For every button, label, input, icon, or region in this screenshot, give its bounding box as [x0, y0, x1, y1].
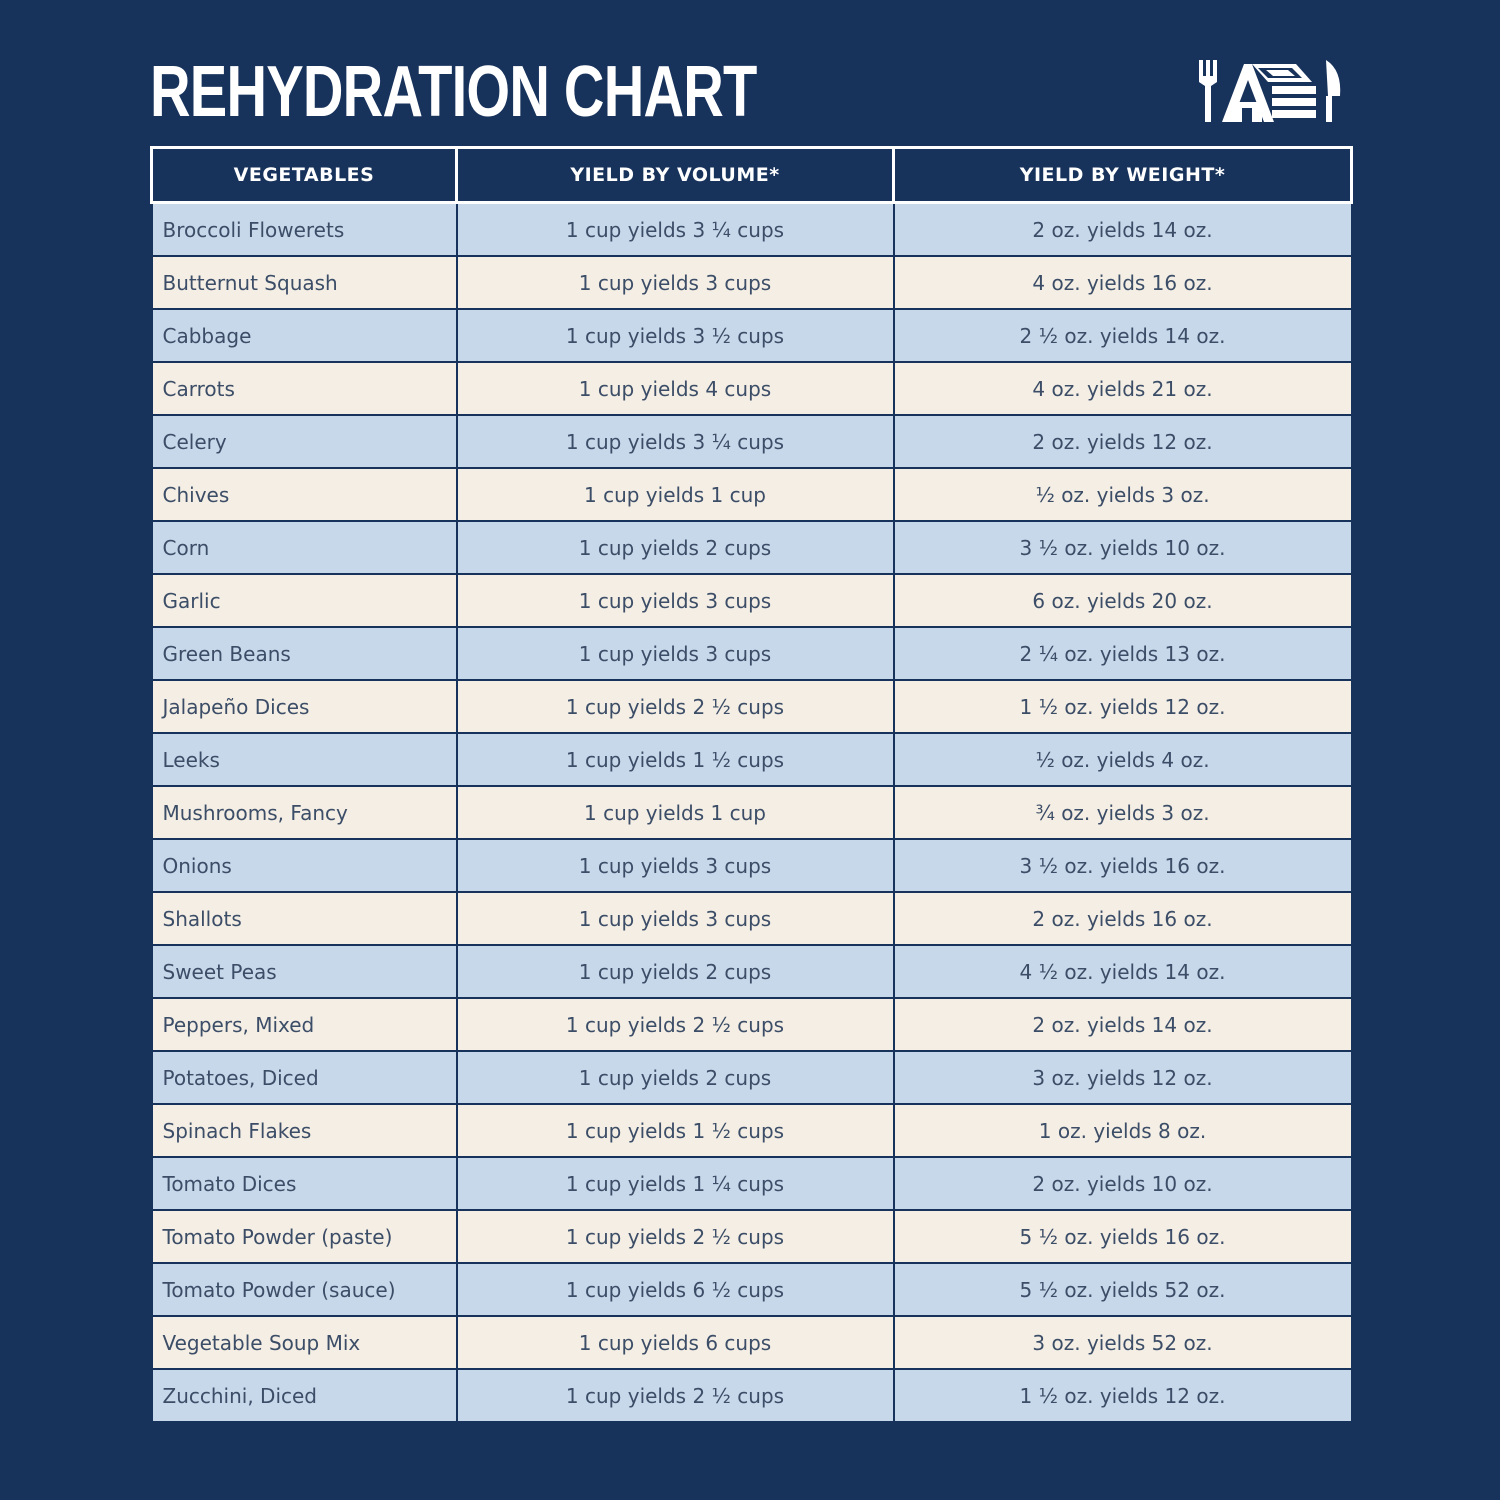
vegetable-cell: Corn: [152, 521, 457, 574]
weight-yield-cell: 2 oz. yields 14 oz.: [894, 203, 1352, 257]
vegetable-cell: Potatoes, Diced: [152, 1051, 457, 1104]
table-row: [152, 945, 1352, 998]
volume-yield-cell: 1 cup yields 2 cups: [457, 521, 894, 574]
table-row: [152, 892, 1352, 945]
table-row: [152, 1104, 1352, 1157]
table-row: [152, 1369, 1352, 1422]
volume-yield-cell: 1 cup yields 2 cups: [457, 945, 894, 998]
vegetable-cell: Tomato Powder (paste): [152, 1210, 457, 1263]
weight-yield-cell: 2 oz. yields 10 oz.: [894, 1157, 1352, 1210]
table-row: [152, 362, 1352, 415]
column-header-yield-by-weight: YIELD BY WEIGHT*: [894, 148, 1352, 203]
column-header-vegetables: VEGETABLES: [152, 148, 457, 203]
volume-yield-cell: 1 cup yields 4 cups: [457, 362, 894, 415]
table-row: [152, 256, 1352, 309]
vegetable-cell: Jalapeño Dices: [152, 680, 457, 733]
volume-yield-cell: 1 cup yields 1 cup: [457, 786, 894, 839]
vegetable-cell: Carrots: [152, 362, 457, 415]
volume-yield-cell: 1 cup yields 3 cups: [457, 627, 894, 680]
table-row: [152, 998, 1352, 1051]
vegetable-cell: Tomato Dices: [152, 1157, 457, 1210]
volume-yield-cell: 1 cup yields 3 cups: [457, 256, 894, 309]
weight-yield-cell: 2 oz. yields 16 oz.: [894, 892, 1352, 945]
weight-yield-cell: 2 oz. yields 14 oz.: [894, 998, 1352, 1051]
vegetable-cell: Green Beans: [152, 627, 457, 680]
vegetable-cell: Shallots: [152, 892, 457, 945]
volume-yield-cell: 1 cup yields 6 cups: [457, 1316, 894, 1369]
vegetable-cell: Zucchini, Diced: [152, 1369, 457, 1422]
table-row: [152, 839, 1352, 892]
weight-yield-cell: 3 oz. yields 12 oz.: [894, 1051, 1352, 1104]
vegetable-cell: Spinach Flakes: [152, 1104, 457, 1157]
vegetable-cell: Garlic: [152, 574, 457, 627]
volume-yield-cell: 1 cup yields 3 ¼ cups: [457, 203, 894, 257]
table-row: [152, 574, 1352, 627]
rehydration-table-container: [150, 146, 1350, 1423]
table-row: [152, 786, 1352, 839]
vegetable-cell: Tomato Powder (sauce): [152, 1263, 457, 1316]
page-title: REHYDRATION CHART: [150, 52, 757, 132]
weight-yield-cell: ½ oz. yields 4 oz.: [894, 733, 1352, 786]
table-row: [152, 627, 1352, 680]
weight-yield-cell: 2 ¼ oz. yields 13 oz.: [894, 627, 1352, 680]
weight-yield-cell: 5 ½ oz. yields 52 oz.: [894, 1263, 1352, 1316]
table-row: [152, 680, 1352, 733]
vegetable-cell: Onions: [152, 839, 457, 892]
table-row: [152, 203, 1352, 257]
volume-yield-cell: 1 cup yields 1 cup: [457, 468, 894, 521]
weight-yield-cell: 4 oz. yields 21 oz.: [894, 362, 1352, 415]
volume-yield-cell: 1 cup yields 1 ½ cups: [457, 733, 894, 786]
table-row: [152, 1157, 1352, 1210]
volume-yield-cell: 1 cup yields 3 cups: [457, 892, 894, 945]
weight-yield-cell: 3 ½ oz. yields 16 oz.: [894, 839, 1352, 892]
volume-yield-cell: 1 cup yields 2 cups: [457, 1051, 894, 1104]
volume-yield-cell: 1 cup yields 2 ½ cups: [457, 680, 894, 733]
table-row: [152, 521, 1352, 574]
table-header-row: [152, 148, 1352, 203]
volume-yield-cell: 1 cup yields 1 ¼ cups: [457, 1157, 894, 1210]
weight-yield-cell: 3 oz. yields 52 oz.: [894, 1316, 1352, 1369]
table-row: [152, 1316, 1352, 1369]
weight-yield-cell: 5 ½ oz. yields 16 oz.: [894, 1210, 1352, 1263]
table-row: [152, 1051, 1352, 1104]
vegetable-cell: Peppers, Mixed: [152, 998, 457, 1051]
volume-yield-cell: 1 cup yields 6 ½ cups: [457, 1263, 894, 1316]
weight-yield-cell: ½ oz. yields 3 oz.: [894, 468, 1352, 521]
table-row: [152, 309, 1352, 362]
volume-yield-cell: 1 cup yields 3 cups: [457, 574, 894, 627]
weight-yield-cell: 4 ½ oz. yields 14 oz.: [894, 945, 1352, 998]
volume-yield-cell: 1 cup yields 2 ½ cups: [457, 998, 894, 1051]
weight-yield-cell: 3 ½ oz. yields 10 oz.: [894, 521, 1352, 574]
weight-yield-cell: 2 ½ oz. yields 14 oz.: [894, 309, 1352, 362]
vegetable-cell: Mushrooms, Fancy: [152, 786, 457, 839]
vegetable-cell: Leeks: [152, 733, 457, 786]
weight-yield-cell: ¾ oz. yields 3 oz.: [894, 786, 1352, 839]
weight-yield-cell: 6 oz. yields 20 oz.: [894, 574, 1352, 627]
volume-yield-cell: 1 cup yields 3 ½ cups: [457, 309, 894, 362]
vegetable-cell: Celery: [152, 415, 457, 468]
volume-yield-cell: 1 cup yields 2 ½ cups: [457, 1369, 894, 1422]
volume-yield-cell: 1 cup yields 3 cups: [457, 839, 894, 892]
weight-yield-cell: 1 ½ oz. yields 12 oz.: [894, 680, 1352, 733]
table-row: [152, 415, 1352, 468]
weight-yield-cell: 1 ½ oz. yields 12 oz.: [894, 1369, 1352, 1422]
weight-yield-cell: 4 oz. yields 16 oz.: [894, 256, 1352, 309]
volume-yield-cell: 1 cup yields 1 ½ cups: [457, 1104, 894, 1157]
vegetable-cell: Chives: [152, 468, 457, 521]
weight-yield-cell: 2 oz. yields 12 oz.: [894, 415, 1352, 468]
column-header-yield-by-volume: YIELD BY VOLUME*: [457, 148, 894, 203]
rehydration-table: [150, 146, 1353, 1423]
table-row: [152, 468, 1352, 521]
vegetable-cell: Broccoli Flowerets: [152, 203, 457, 257]
vegetable-cell: Vegetable Soup Mix: [152, 1316, 457, 1369]
weight-yield-cell: 1 oz. yields 8 oz.: [894, 1104, 1352, 1157]
table-row: [152, 1263, 1352, 1316]
vegetable-cell: Sweet Peas: [152, 945, 457, 998]
vegetable-cell: Cabbage: [152, 309, 457, 362]
farmhouse-fork-knife-icon: [1196, 56, 1344, 126]
table-row: [152, 733, 1352, 786]
volume-yield-cell: 1 cup yields 3 ¼ cups: [457, 415, 894, 468]
table-row: [152, 1210, 1352, 1263]
vegetable-cell: Butternut Squash: [152, 256, 457, 309]
volume-yield-cell: 1 cup yields 2 ½ cups: [457, 1210, 894, 1263]
